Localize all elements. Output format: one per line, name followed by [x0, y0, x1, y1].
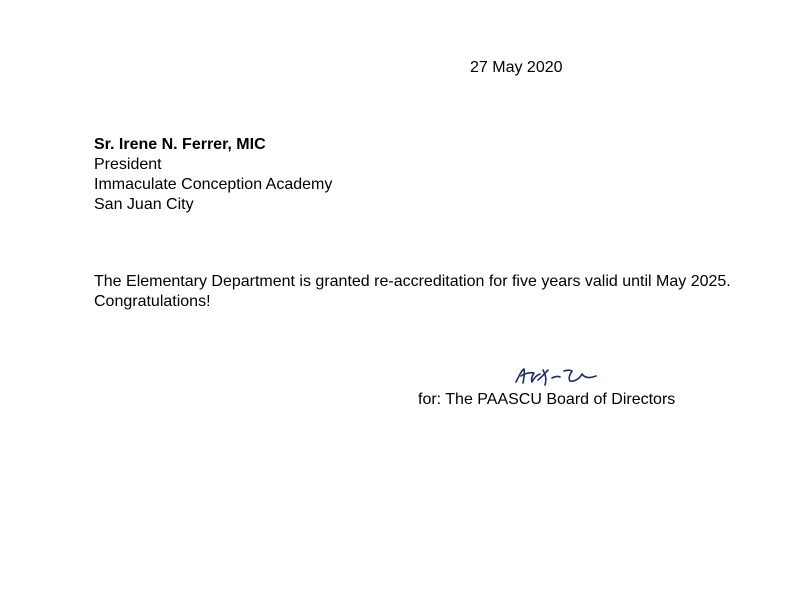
recipient-city: San Juan City [94, 196, 194, 213]
handwritten-signature [512, 364, 604, 388]
letter-date: 27 May 2020 [470, 59, 563, 76]
signoff-line: for: The PAASCU Board of Directors [418, 391, 676, 408]
recipient-title: President [94, 156, 162, 173]
recipient-organization: Immaculate Conception Academy [94, 176, 333, 193]
letter-body: The Elementary Department is granted re-accreditation for five years valid until May 2025. Congratulations! [94, 273, 731, 310]
recipient-name: Sr. Irene N. Ferrer, MIC [94, 136, 266, 153]
recipient-block [94, 135, 332, 215]
